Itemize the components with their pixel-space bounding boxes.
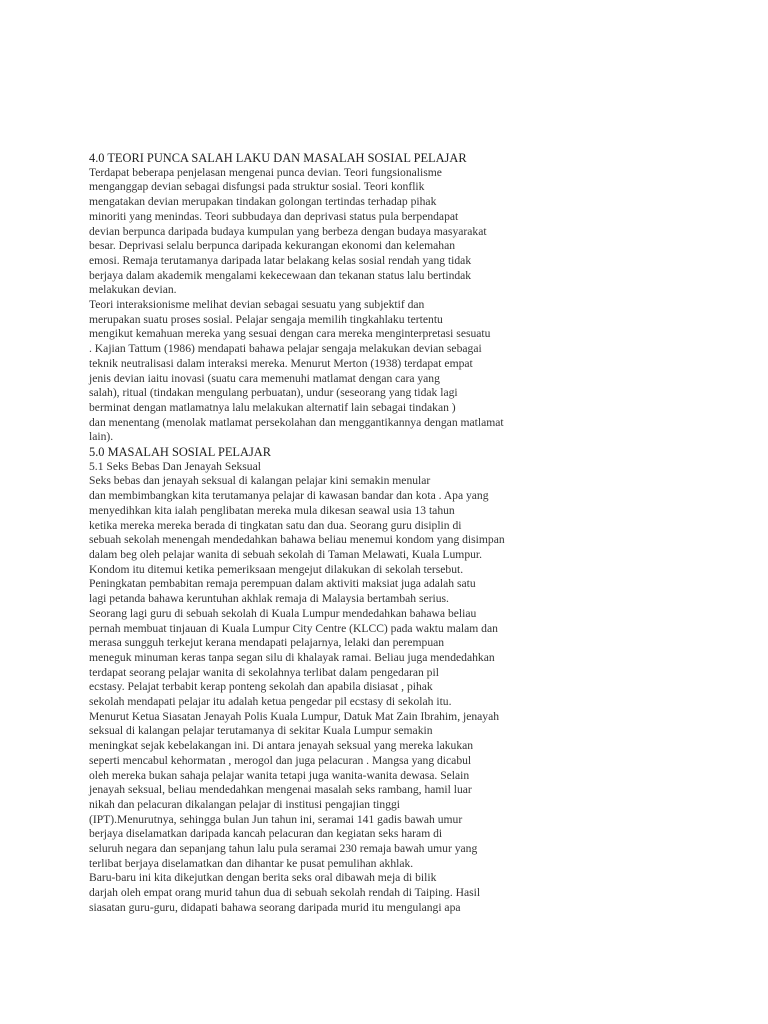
text-line: sebuah sekolah menengah mendedahkan bahawa beliau menemui kondom yang disimpan (89, 533, 505, 547)
text-line: Seorang lagi guru di sebuah sekolah di Kuala Lumpur mendedahkan bahawa beliau (89, 606, 477, 620)
text-line: (IPT).Menurutnya, sehingga bulan Jun tahun ini, seramai 141 gadis bawah umur (89, 812, 463, 826)
text-line: darjah oleh empat orang murid tahun dua di sebuah sekolah rendah di Taiping. Hasil (89, 886, 481, 900)
text-line: besar. Deprivasi selalu berpunca daripada kekurangan ekonomi dan kelemahan (89, 239, 456, 253)
text-line: lagi petanda bahawa keruntuhan akhlak remaja di Malaysia bertambah serius. (89, 592, 449, 606)
text-line: terdapat seorang pelajar wanita di sekolahnya terlibat dalam pengedaran pil (89, 665, 439, 679)
text-line: menganggap devian sebagai disfungsi pada struktur sosial. Teori konflik (89, 180, 425, 194)
text-line: jenayah seksual, beliau mendedahkan mengenai masalah seks rambang, hamil luar (89, 783, 472, 797)
text-line: meneguk minuman keras tanpa segan silu di khalayak ramai. Beliau juga mendedahkan (89, 650, 495, 664)
text-line: Baru-baru ini kita dikejutkan dengan berita seks oral dibawah meja di bilik (89, 871, 437, 885)
subsection-heading-5-1: 5.1 Seks Bebas Dan Jenayah Seksual (89, 459, 261, 473)
text-line: Seks bebas dan jenayah seksual di kalangan pelajar kini semakin menular (89, 474, 431, 488)
text-line: siasatan guru-guru, didapati bahawa seorang daripada murid itu mengulangi apa (89, 900, 461, 914)
text-line: Kondom itu ditemui ketika pemeriksaan mengejut dilakukan di sekolah tersebut. (89, 562, 464, 576)
text-line: devian berpunca daripada budaya kumpulan yang berbeza dengan budaya masyarakat (89, 224, 487, 238)
text-line: dan membimbangkan kita terutamanya pelajar di kawasan bandar dan kota . Apa yang (89, 489, 489, 503)
text-line: menyedihkan kita ialah penglibatan mereka mula dikesan seawal usia 13 tahun (89, 503, 455, 517)
text-line: . Kajian Tattum (1986) mendapati bahawa pelajar sengaja melakukan devian sebagai (89, 342, 482, 356)
text-line: berminat dengan matlamatnya lalu melakukan alternatif lain sebagai tindakan ) (89, 400, 456, 414)
section-heading-4: 4.0 TEORI PUNCA SALAH LAKU DAN MASALAH SOSIAL PELAJAR (89, 151, 467, 165)
text-line: mengikut kemahuan mereka yang sesuai dengan cara mereka menginterpretasi sesuatu (89, 327, 491, 341)
text-line: berjaya dalam akademik mengalami kekecewaan dan tekanan status lalu bertindak (89, 268, 472, 282)
text-line: salah), ritual (tindakan mengulang perbuatan), undur (seseorang yang tidak lagi (89, 386, 458, 400)
text-line: nikah dan pelacuran dikalangan pelajar di institusi pengajian tinggi (89, 797, 401, 811)
text-line: ketika mereka mereka berada di tingkatan satu dan dua. Seorang guru disiplin di (89, 518, 462, 532)
text-line: seksual di kalangan pelajar terutamanya di sekitar Kuala Lumpur semakin (89, 724, 433, 738)
text-line: jenis devian iaitu inovasi (suatu cara memenuhi matlamat dengan cara yang (89, 371, 440, 385)
text-line: mengatakan devian merupakan tindakan golongan tertindas terhadap pihak (89, 195, 437, 209)
text-line: pernah membuat tinjauan di Kuala Lumpur City Centre (KLCC) pada waktu malam dan (89, 621, 498, 635)
text-line: Teori interaksionisme melihat devian sebagai sesuatu yang subjektif dan (89, 298, 425, 312)
document-body (89, 151, 749, 916)
text-line: merasa sungguh terkejut kerana mendapati pelajarnya, lelaki dan perempuan (89, 636, 445, 650)
text-line: oleh mereka bukan sahaja pelajar wanita tetapi juga wanita-wanita dewasa. Selain (89, 768, 470, 782)
text-line: Menurut Ketua Siasatan Jenayah Polis Kuala Lumpur, Datuk Mat Zain Ibrahim, jenayah (89, 709, 500, 723)
text-line: seluruh negara dan sepanjang tahun lalu pula seramai 230 remaja bawah umur yang (89, 842, 478, 856)
text-line: dalam beg oleh pelajar wanita di sebuah sekolah di Taman Melawati, Kuala Lumpur. (89, 547, 483, 561)
text-line: terlibat berjaya diselamatkan dan dihantar ke pusat pemulihan akhlak. (89, 856, 414, 870)
text-line: seperti mencabul kehormatan , merogol dan juga pelacuran . Mangsa yang dicabul (89, 753, 472, 767)
text-line: Peningkatan pembabitan remaja perempuan dalam aktiviti maksiat juga adalah satu (89, 577, 476, 591)
text-line: emosi. Remaja terutamanya daripada latar belakang kelas sosial rendah yang tidak (89, 253, 472, 267)
text-line: Terdapat beberapa penjelasan mengenai punca devian. Teori fungsionalisme (89, 165, 442, 179)
text-line: melakukan devian. (89, 283, 177, 297)
text-line: lain). (89, 430, 114, 444)
section-heading-5: 5.0 MASALAH SOSIAL PELAJAR (89, 445, 271, 460)
text-line: sekolah mendapati pelajar itu adalah ketua pengedar pil ecstasy di sekolah itu. (89, 695, 452, 709)
text-line: merupakan suatu proses sosial. Pelajar sengaja memilih tingkahlaku tertentu (89, 312, 443, 326)
text-line: dan menentang (menolak matlamat persekolahan dan menggantikannya dengan matlamat (89, 415, 504, 429)
text-line: meningkat sejak kebelakangan ini. Di antara jenayah seksual yang mereka lakukan (89, 739, 474, 753)
text-line: minoriti yang menindas. Teori subbudaya dan deprivasi status pula berpendapat (89, 209, 459, 223)
text-line: teknik neutralisasi dalam interaksi mereka. Menurut Merton (1938) terdapat empat (89, 356, 473, 370)
text-line: ecstasy. Pelajat terbabit kerap ponteng sekolah dan apabila disiasat , pihak (89, 680, 433, 694)
text-line: berjaya diselamatkan daripada kancah pelacuran dan kegiatan seks haram di (89, 827, 443, 841)
